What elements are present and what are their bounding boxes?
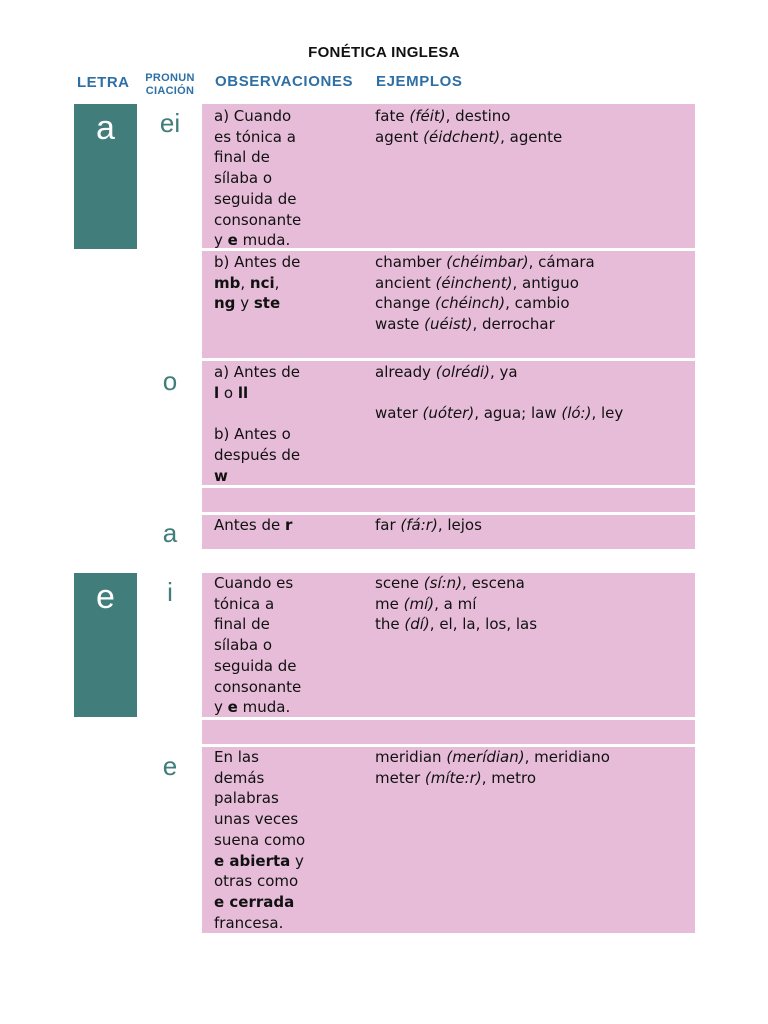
pron-ei: ei: [159, 108, 181, 138]
letter-box-a: [74, 104, 137, 249]
obs-line: francesa.: [214, 913, 284, 932]
header-ejemplos: EJEMPLOS: [376, 73, 463, 90]
example-line: fate (féit), destino: [375, 107, 511, 125]
obs-line: consonante: [214, 677, 302, 696]
header-pronunciacion: [140, 72, 200, 98]
observacion-cell: [214, 573, 364, 718]
table-row: [202, 747, 695, 933]
pron-i: i: [167, 577, 173, 607]
table-row: [202, 251, 695, 358]
pron-a: a: [162, 518, 178, 548]
obs-line: a) Antes de: [214, 363, 301, 381]
letter-e: e: [96, 578, 115, 616]
table-row: [202, 515, 695, 549]
ejemplo-cell: [375, 573, 695, 635]
obs-line: y e muda.: [214, 231, 291, 250]
observacion-cell: [214, 515, 364, 536]
obs-line: Antes de r: [214, 516, 293, 534]
obs-line: seguida de: [214, 189, 297, 208]
obs-line: consonante: [214, 210, 302, 229]
obs-line: tónica a: [214, 594, 275, 613]
obs-line: final de: [214, 148, 270, 167]
example-line: ancient (éinchent), antiguo: [375, 273, 579, 292]
pron-o: o: [162, 366, 178, 396]
obs-line: e abierta y: [214, 851, 304, 870]
ejemplo-cell: [375, 515, 695, 536]
table-row: [202, 361, 695, 485]
table-row: [202, 104, 695, 248]
obs-line: ng y ste: [214, 294, 281, 313]
header-observaciones: OBSERVACIONES: [215, 73, 354, 90]
header-letra: LETRA: [77, 74, 130, 91]
obs-line: después de: [214, 445, 301, 464]
observacion-cell: [214, 747, 364, 933]
obs-line: sílaba o: [214, 169, 273, 188]
ejemplo-cell: [375, 106, 695, 147]
pron-e: e: [162, 751, 178, 781]
obs-line: seguida de: [214, 656, 297, 675]
example-line: meridian (merídian), meridiano: [375, 748, 610, 766]
observacion-cell: [214, 106, 364, 251]
observacion-cell: [214, 362, 364, 486]
ejemplo-cell: [375, 747, 695, 788]
letter-a: a: [96, 109, 115, 147]
obs-line: Cuando es: [214, 574, 294, 592]
example-line: chamber (chéimbar), cámara: [375, 253, 595, 271]
example-line: scene (sí:n), escena: [375, 574, 525, 592]
example-line: waste (uéist), derrochar: [375, 315, 555, 334]
observacion-cell: [214, 252, 364, 314]
obs-line: final de: [214, 615, 270, 634]
obs-line: b) Antes o: [214, 425, 291, 444]
obs-line: w: [214, 466, 228, 485]
obs-line: En las: [214, 748, 259, 766]
obs-line: palabras: [214, 789, 279, 808]
example-line: already (olrédi), ya: [375, 363, 518, 381]
header-pron-line2: CIACIÓN: [145, 85, 195, 97]
example-line: far (fá:r), lejos: [375, 516, 482, 534]
obs-line: es tónica a: [214, 127, 296, 146]
table-row-empty: [202, 720, 695, 744]
obs-line: mb, nci,: [214, 273, 280, 292]
example-line: agent (éidchent), agente: [375, 127, 563, 146]
table-row-empty: [202, 488, 695, 512]
obs-line: y e muda.: [214, 698, 291, 717]
example-line: me (mí), a mí: [375, 594, 477, 613]
example-line: change (chéinch), cambio: [375, 294, 570, 313]
letter-box-e: [74, 573, 137, 717]
obs-line: e cerrada: [214, 892, 295, 911]
obs-line: sílaba o: [214, 636, 273, 655]
obs-line: a) Cuando: [214, 107, 292, 125]
obs-line: l o ll: [214, 383, 249, 402]
example-line: the (dí), el, la, los, las: [375, 615, 538, 634]
obs-line: demás: [214, 768, 265, 787]
example-line: meter (míte:r), metro: [375, 768, 536, 787]
header-pron-line1: PRONUN: [145, 72, 195, 84]
page-title: FONÉTICA INGLESA: [308, 44, 460, 61]
table-row: [202, 573, 695, 717]
example-line: water (uóter), agua; law (ló:), ley: [375, 404, 624, 423]
ejemplo-cell: [375, 362, 695, 424]
obs-line: otras como: [214, 872, 299, 891]
ejemplo-cell: [375, 252, 695, 335]
obs-line: unas veces: [214, 810, 299, 829]
obs-line: suena como: [214, 830, 306, 849]
obs-line: b) Antes de: [214, 253, 301, 271]
